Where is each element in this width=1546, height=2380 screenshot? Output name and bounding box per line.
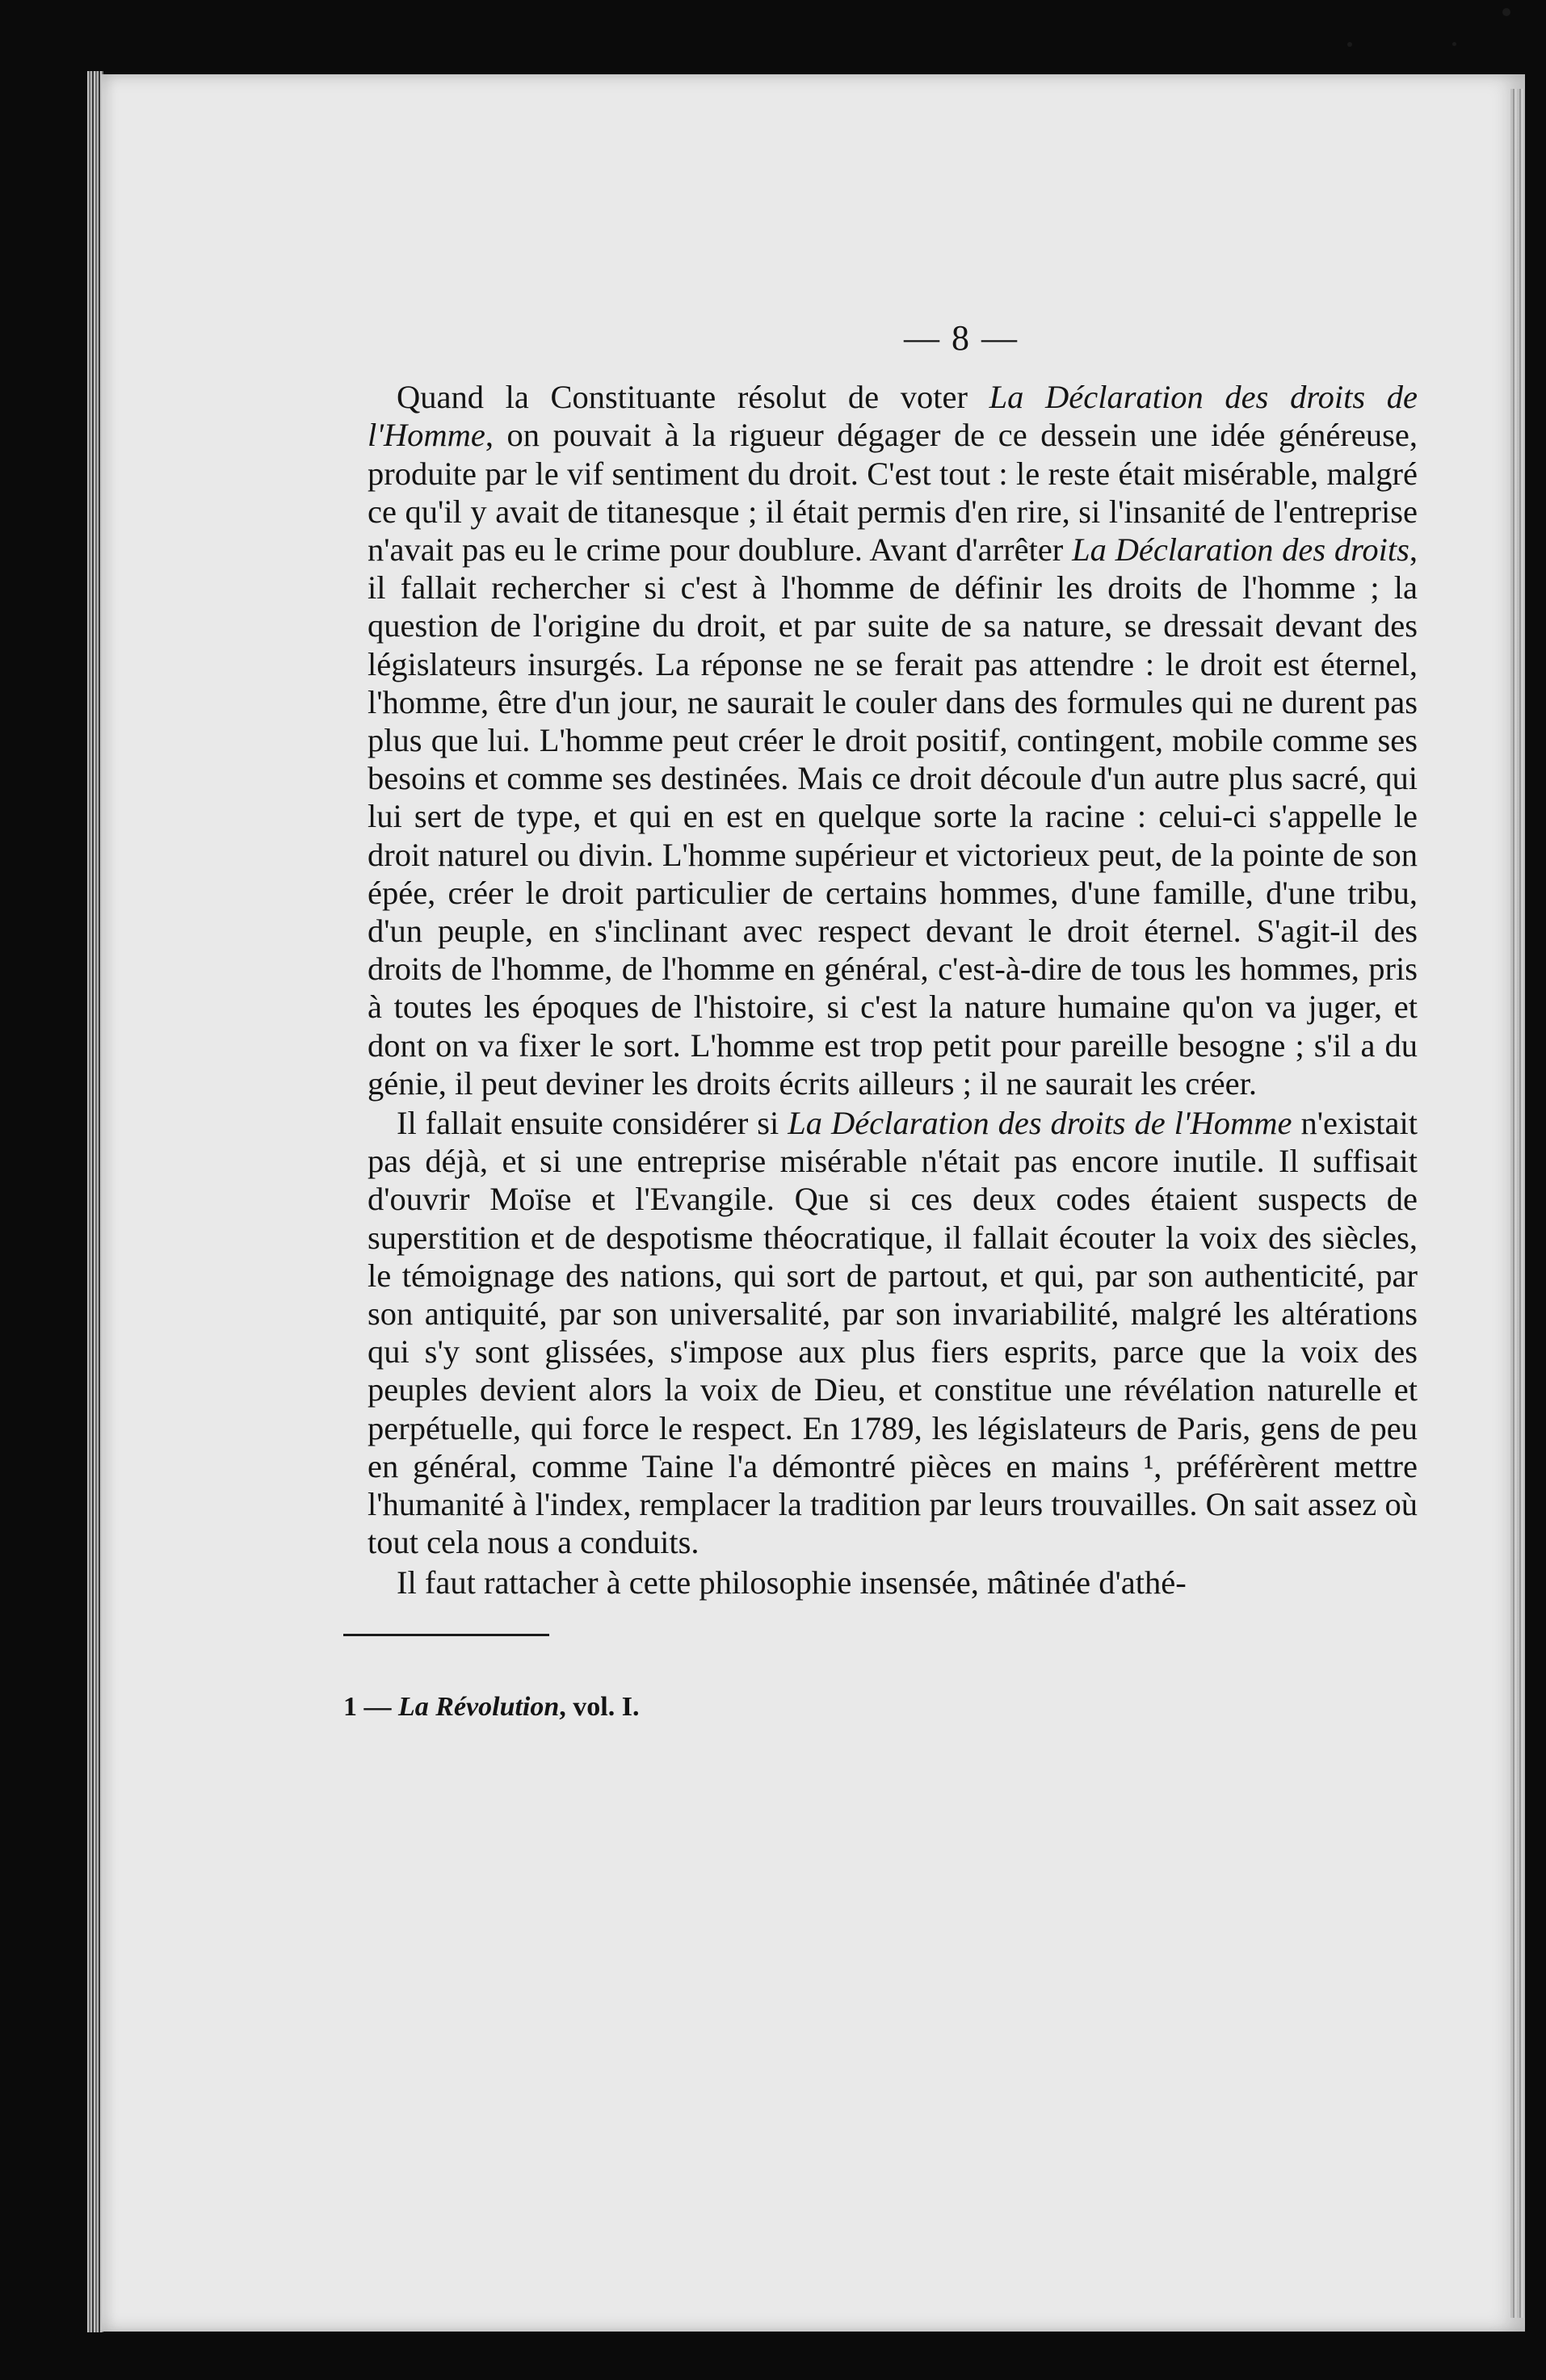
scan-page-edge-right (1510, 89, 1525, 2318)
footnote-marker: 1 — (343, 1691, 398, 1722)
footnote-divider (343, 1634, 549, 1636)
scan-blemish (1347, 42, 1352, 47)
body-text: n'existait pas déjà, et si une entreprise misérable n'était pas encore inutile. Il suffisait d'ouvrir Moïse et l'Evangile. Que si ces deux codes étaient suspects de superstition et de despotisme théocratique, il fallait écouter la voix des siècles, le témoignage des nations, qui sort de partout, et qui, par son authenticité, par son antiquité, par son universalité, par son invariabilité, malgré les altérations qui s'y sont glissées, s'impose aux plus fiers esprits, parce que la voix des peuples devient alors la voix de Dieu, et constitue une révélation naturelle et perpétuelle, qui force le respect. En 1789, les législateurs de Paris, gens de peu en général, comme Taine l'a démontré pièces en mains ¹, préférèrent mettre l'humanité à l'index, remplacer la tradition par leurs trouvailles. On sait assez où tout cela nous a conduits. (368, 1105, 1418, 1561)
scan-blemish (1502, 8, 1510, 16)
body-text: , on pouvait à la rigueur dégager de ce dessein une idée généreuse, produite par le vif sentiment du droit. C'est tout : le reste était misérable, malgré ce qu'il y avait de titanesque ; il était permis d'en rire, si l'insanité de l'entreprise n'avait pas eu le crime pour doublure. Avant d'arrêter (368, 417, 1418, 569)
footnote-rest: , vol. I. (559, 1691, 640, 1722)
italic-title-text: La Déclaration des droits de l'Homme (368, 379, 1418, 454)
paragraph (368, 1564, 1418, 1601)
scan-binding-edge-left (87, 71, 103, 2332)
body-text: Quand la Constituante résolut de voter (397, 379, 989, 416)
italic-title-text: La Déclaration des droits (1072, 531, 1409, 569)
body-text: Il fallait ensuite considérer si (397, 1105, 788, 1142)
footnote (343, 1691, 1418, 1723)
scan-blemish (1452, 42, 1456, 46)
page-number: — 8 — (904, 318, 1019, 358)
italic-title-text: La Déclaration des droits de l'Homme (788, 1105, 1292, 1142)
paragraph (368, 378, 1418, 1102)
page-text (343, 318, 1418, 1723)
paragraph (368, 1104, 1418, 1561)
body-text: , il fallait rechercher si c'est à l'homme de définir les droits de l'homme ; la question de l'origine du droit, et par suite de sa nature, se dressait devant des législateurs insurgés. La réponse ne se ferait pas attendre : le droit est éternel, l'homme, être d'un jour, ne saurait le couler dans des formules qui ne durent pas plus que lui. L'homme peut créer le droit positif, contingent, mobile comme ses besoins et comme ses destinées. Mais ce droit découle d'un autre plus sacré, qui lui sert de type, et qui en est en quelque sorte la racine : celui-ci s'appelle le droit naturel ou divin. L'homme supérieur et victorieux peut, de la pointe de son épée, créer le droit particulier de certains hommes, d'une famille, d'une tribu, d'un peuple, en s'inclinant avec respect devant le droit éternel. S'agit-il des droits de l'homme, de l'homme en général, c'est-à-dire de tous les hommes, pris à toutes les époques de l'histoire, si c'est la nature humaine qu'on va juger, et dont on va fixer le sort. L'homme est trop petit pour pareille besogne ; s'il a du génie, il peut deviner les droits écrits ailleurs ; il ne saurait les créer. (368, 531, 1418, 1102)
footnote-title: La Révolution (398, 1691, 560, 1722)
body-text: Il faut rattacher à cette philosophie insensée, mâtinée d'athé- (397, 1564, 1187, 1601)
